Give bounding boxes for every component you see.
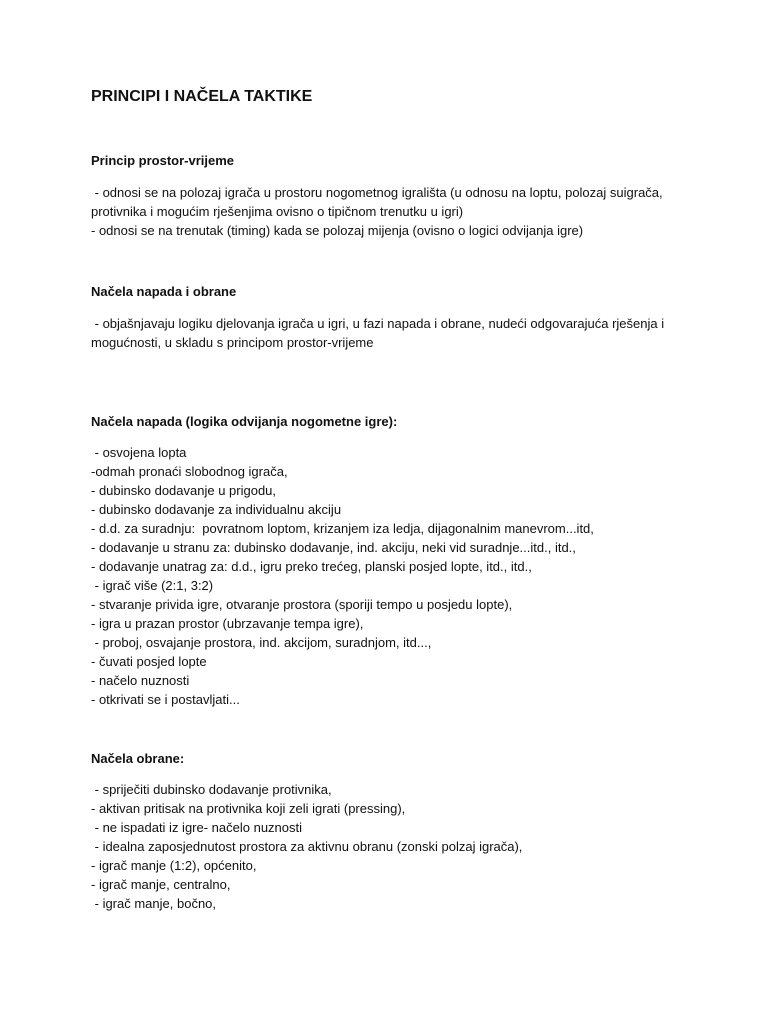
- text-line: - odnosi se na polozaj igrača u prostoru nogometnog igrališta (u odnosu na loptu, polozaj suigrača,: [91, 185, 663, 200]
- text-line: protivnika i mogućim rješenjima ovisno o tipičnom trenutku u igri): [91, 204, 464, 219]
- text-line: - igrač manje, bočno,: [91, 896, 217, 911]
- text-line: - dodavanje u stranu za: dubinsko dodavanje, ind. akciju, neki vid suradnje...itd., itd.,: [91, 540, 576, 555]
- text-line: - idealna zaposjednutost prostora za aktivnu obranu (zonski polzaj igrača),: [91, 839, 523, 854]
- text-line: - dubinsko dodavanje u prigodu,: [91, 483, 277, 498]
- section-heading-nacela-obrane: Načela obrane:: [91, 751, 185, 766]
- text-line: - dodavanje unatrag za: d.d., igru preko trećeg, planski posjed lopte, itd., itd.,: [91, 559, 532, 574]
- text-line: -odmah pronaći slobodnog igrača,: [91, 464, 288, 479]
- section-body-nacela-obrane: [91, 780, 681, 913]
- text-line: - igrač manje (1:2), općenito,: [91, 858, 257, 873]
- text-line: - čuvati posjed lopte: [91, 654, 207, 669]
- text-line: - igra u prazan prostor (ubrzavanje tempa igre),: [91, 616, 364, 631]
- section-body-nacela-napada: [91, 443, 681, 709]
- document-title: PRINCIPI I NAČELA TAKTIKE: [91, 88, 313, 105]
- section-body-princip: [91, 183, 681, 240]
- text-line: - načelo nuznosti: [91, 673, 190, 688]
- text-line: - objašnjavaju logiku djelovanja igrača u igri, u fazi napada i obrane, nudeći odgovarajuća rješenja i: [91, 316, 665, 331]
- section-body-nacela-napada-obrane: [91, 314, 681, 352]
- text-line: - stvaranje privida igre, otvaranje prostora (sporiji tempo u posjedu lopte),: [91, 597, 513, 612]
- text-line: - igrač manje, centralno,: [91, 877, 231, 892]
- text-line: - odnosi se na trenutak (timing) kada se polozaj mijenja (ovisno o logici odvijanja igre): [91, 223, 584, 238]
- text-line: - ne ispadati iz igre- načelo nuznosti: [91, 820, 303, 835]
- text-line: - spriječiti dubinsko dodavanje protivnika,: [91, 782, 332, 797]
- text-line: - osvojena lopta: [91, 445, 187, 460]
- section-heading-nacela-napada: Načela napada (logika odvijanja nogometne igre):: [91, 414, 398, 429]
- text-line: - d.d. za suradnju: povratnom loptom, krizanjem iza ledja, dijagonalnim manevrom...itd,: [91, 521, 594, 536]
- text-line: - igrač više (2:1, 3:2): [91, 578, 214, 593]
- text-line: mogućnosti, u skladu s principom prostor-vrijeme: [91, 335, 374, 350]
- text-line: - otkrivati se i postavljati...: [91, 692, 240, 707]
- text-line: - aktivan pritisak na protivnika koji zeli igrati (pressing),: [91, 801, 406, 816]
- section-heading-nacela-napada-obrane: Načela napada i obrane: [91, 284, 237, 299]
- section-heading-princip: Princip prostor-vrijeme: [91, 153, 235, 168]
- text-line: - dubinsko dodavanje za individualnu akciju: [91, 502, 342, 517]
- text-line: - proboj, osvajanje prostora, ind. akcijom, suradnjom, itd...,: [91, 635, 432, 650]
